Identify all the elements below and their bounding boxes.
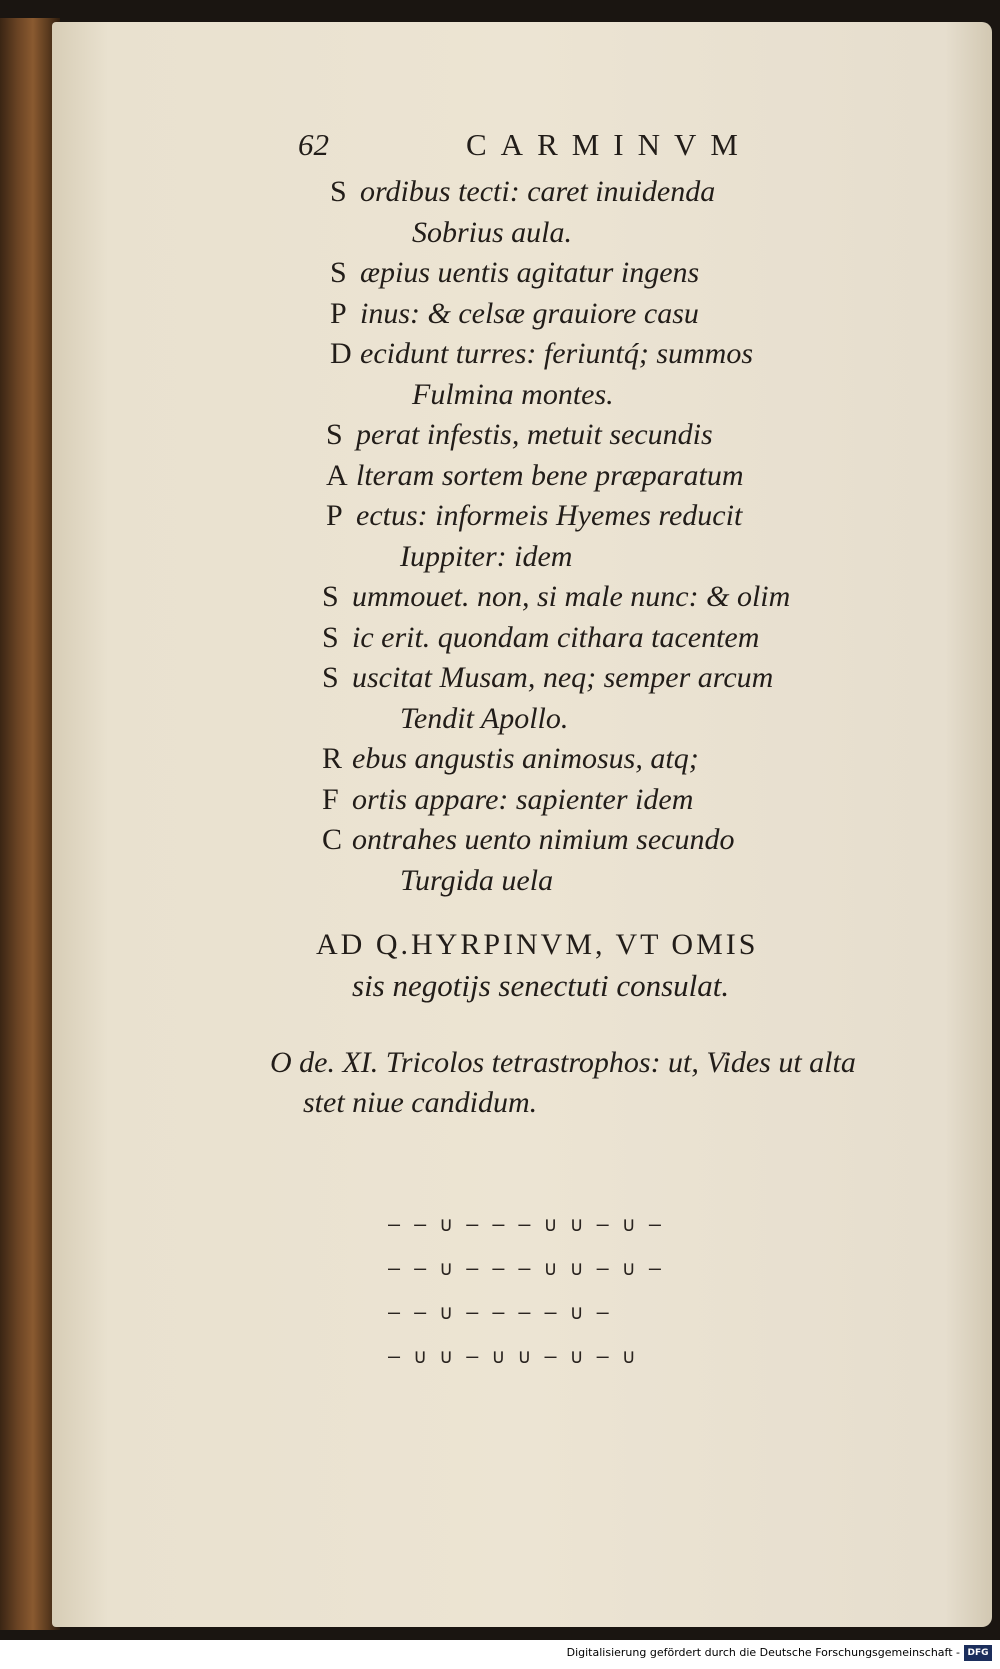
verse-text: ecidunt turres: feriuntq́; summos	[360, 337, 754, 370]
verse-text: Sobrius aula.	[412, 215, 573, 249]
verse-initial: S	[322, 661, 339, 694]
verse-line	[322, 783, 693, 817]
verse-initial: P	[330, 296, 347, 330]
footer-bar	[0, 1640, 1000, 1669]
verse-line	[322, 621, 759, 655]
verse-line	[326, 459, 743, 493]
verse-initial: F	[322, 782, 339, 816]
verse-line	[322, 742, 699, 776]
verse-text: Fulmina montes.	[412, 377, 614, 411]
verse-text: Iuppiter: idem	[400, 539, 573, 573]
meter-scheme	[388, 1202, 662, 1378]
verse-line	[400, 864, 553, 898]
dfg-logo-icon: DFG	[964, 1645, 992, 1661]
ode-heading-line-2: sis negotijs senectuti consulat.	[352, 968, 730, 1003]
verse-line	[326, 499, 742, 533]
verse-initial: S	[322, 620, 339, 654]
ode-intro-line-2: stet niue candidum.	[303, 1086, 538, 1119]
verse-text: ordibus tecti: caret inuidenda	[360, 175, 716, 208]
verse-line	[330, 175, 715, 209]
verse-initial: P	[326, 499, 343, 532]
verse-initial: S	[322, 580, 339, 613]
verse-text: Turgida uela	[400, 863, 554, 897]
verse-initial: C	[322, 823, 343, 856]
verse-text: Tendit Apollo.	[400, 701, 569, 735]
verse-initial: S	[330, 256, 347, 289]
verse-line	[412, 378, 614, 412]
verse-line	[330, 297, 699, 331]
verse-text: ebus angustis animosus, atq;	[352, 742, 699, 775]
verse-line	[330, 256, 699, 290]
verse-text: ontrahes uento nimium secundo	[352, 823, 735, 856]
verse-initial: R	[322, 742, 343, 775]
verse-text: ummouet. non, si male nunc: & olim	[352, 580, 791, 613]
meter-line: – – ∪ – – – ∪ ∪ – ∪ –	[388, 1256, 662, 1280]
verse-text: perat infestis, metuit secundis	[356, 418, 713, 451]
verse-text: uscitat Musam, neq; semper arcum	[352, 661, 774, 694]
verse-line	[400, 540, 572, 574]
verse-line	[412, 216, 572, 250]
ode-heading-line-1: AD Q.HYRPINVM, VT OMIS	[316, 928, 759, 961]
verse-initial: D	[330, 337, 352, 370]
verse-text: inus: & celsæ grauiore casu	[360, 296, 699, 330]
book-binding-edge	[0, 18, 60, 1630]
verse-initial: S	[326, 418, 343, 451]
meter-line: – – ∪ – – – – ∪ –	[388, 1300, 610, 1324]
running-head: CARMINVM	[466, 127, 752, 162]
verse-text: æpius uentis agitatur ingens	[360, 256, 700, 289]
verse-text: ortis appare: sapienter idem	[352, 782, 694, 816]
meter-line: – – ∪ – – – ∪ ∪ – ∪ –	[388, 1212, 662, 1236]
verse-line	[326, 418, 713, 452]
verse-line	[322, 661, 773, 695]
verse-text: ectus: informeis Hyemes reducit	[356, 499, 743, 532]
verse-initial: S	[330, 175, 347, 208]
verse-initial: A	[326, 458, 348, 492]
meter-line: – ∪ ∪ – ∪ ∪ – ∪ – ∪	[388, 1344, 636, 1368]
ode-intro-line-1: O de. XI. Tricolos tetrastrophos: ut, Vides ut alta	[270, 1046, 856, 1079]
funding-notice: Digitalisierung gefördert durch die Deutsche Forschungsgemeinschaft -	[566, 1646, 960, 1659]
verse-line	[322, 823, 734, 857]
verse-line	[330, 337, 753, 371]
verse-line	[322, 580, 790, 614]
verse-text: ic erit. quondam cithara tacentem	[352, 620, 760, 654]
page-number: 62	[298, 127, 329, 162]
verse-line	[400, 702, 568, 736]
verse-text: lteram sortem bene præparatum	[356, 458, 744, 492]
